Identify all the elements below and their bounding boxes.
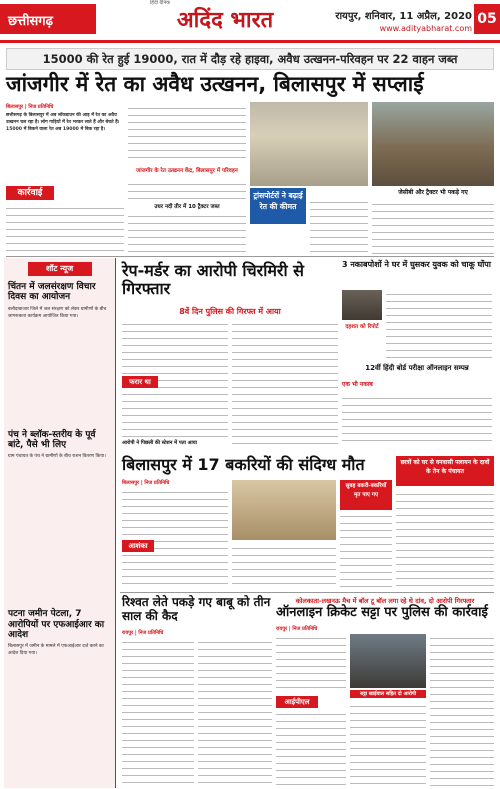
goats-label: आशंका xyxy=(122,540,154,552)
lead-body-col2 xyxy=(128,104,246,164)
lead-photo-trucks xyxy=(372,102,494,186)
masthead xyxy=(0,0,500,44)
shorts-item1-head: चिंतन में जलसंरक्षण विचार दिवस का आयोजन xyxy=(8,282,96,303)
lead-sub-kicker: जांजगीर के रेत उत्खनन केंद्र, बिलासपुर में परिवहन xyxy=(136,168,238,174)
lead-action-label: कार्रवाई xyxy=(6,186,54,200)
cricket-body4 xyxy=(430,634,494,786)
masked-body2 xyxy=(342,394,492,442)
lead-kicker xyxy=(6,48,494,70)
shorts-item2-body: ग्राम पंचायत के पंच ने ग्रामीणों के बीच राशन वितरण किया। xyxy=(8,454,106,460)
section-tag: छत्तीसगढ़ xyxy=(0,4,96,34)
page-number: 05 xyxy=(474,4,500,34)
masked-body xyxy=(386,290,492,362)
brand-tagline: हिंदी दैनिक xyxy=(150,0,171,6)
shorts-item1-body: बलौदाबाजार जिले में जल संरक्षण को लेकर ग्रामीणों के बीच जागरूकता कार्यक्रम आयोजित किया गया। xyxy=(8,306,107,319)
goats-photo xyxy=(232,480,336,540)
lead-headline: जांजगीर में रेत का अवैध उत्खनन, बिलासपुर में सप्लाई xyxy=(6,72,424,96)
bribe-body2 xyxy=(198,638,272,786)
cricket-body2 xyxy=(276,710,346,786)
gaurela-sidebox: छात्रों को घर से वनवासी पलायन के दावों के तेन के पंचायत xyxy=(396,456,494,486)
lead-body-col3 xyxy=(310,198,368,254)
lead-byline: बिलासपुर | निज प्रतिनिधि xyxy=(6,104,54,110)
lead-body: छत्तीसगढ़ के बिलासपुर में अब लॉकडाउन की आड़ में रेत का अवैध उत्खनन चल रहा है। लोग गाड़ियों में रेत भरकर लाते हैं और बेचते हैं। 15000 में बिकने वाला रेत अब 19000 में बिक रहा है। xyxy=(6,113,120,132)
masthead-rule xyxy=(0,40,500,43)
goats-body3 xyxy=(340,512,392,588)
rape-label: फरार था xyxy=(122,376,158,388)
shorts-title: शॉट न्यूज xyxy=(28,262,92,276)
lead-photo-caption: जेसीबी और ट्रैक्टर भी पकड़े गए xyxy=(398,189,468,196)
mid-rule xyxy=(120,592,494,593)
shorts-item3-body: बिलासपुर में जमीन के मामले में एफआईआर दर्ज करने का आदेश दिया गया। xyxy=(8,644,104,657)
website-link[interactable]: www.adityabharat.com xyxy=(379,24,472,33)
lead-body-col2b xyxy=(128,180,246,200)
lead-highlight: ट्रांसपोर्टरों ने बढ़ाई रेत की कीमत xyxy=(250,188,306,224)
gaurela-sidebody xyxy=(396,490,494,588)
goats-byline: बिलासपुर | निज प्रतिनिधि xyxy=(122,480,170,486)
bribe-headline: रिश्वत लेते पकड़े गए बाबू को तीन साल की कैद xyxy=(122,595,271,623)
cricket-kicker: कोलकाता-लखनऊ मैच में बॉल टू बॉल लगा रहे थे दांव, दो आरोपी गिरफ्तार xyxy=(295,597,475,605)
lead-photo-sand xyxy=(250,102,368,186)
lead-body-col2c xyxy=(128,212,246,254)
shorts-item3-head: पटना जमीन पेटला, 7 आरोपियों पर एफआईआर का आदेश xyxy=(8,609,105,641)
lead-kicker-text: 15000 की रेत हुई 19000, रात में दौड़ रहे हाइवा, अवैध उत्खनन-परिवहन पर 22 वाहन जब्त xyxy=(42,52,458,66)
goats-body2 xyxy=(232,544,336,588)
rape-sub-head: आरोपी ने पिछली की स्टेशन में पता आया xyxy=(122,440,197,446)
masked-label2: एक भी नकाब xyxy=(342,381,373,388)
lead-body-col4 xyxy=(372,200,494,254)
cricket-label: आईपीएल xyxy=(276,696,318,708)
cricket-photo-caption: सट्टा खाईवाल सहित दो आरोपी xyxy=(350,690,426,698)
masked-sub: 12वीं हिंदी बोर्ड परीक्षा ऑनलाइन सम्पन्न xyxy=(365,364,469,372)
brand-logo: अदिंद भारत xyxy=(176,7,274,33)
masked-photo xyxy=(342,290,382,320)
lead-bottom-rule xyxy=(6,256,494,257)
bribe-byline: रायपुर | निज प्रतिनिधि xyxy=(122,630,164,636)
cricket-headline: ऑनलाइन क्रिकेट सट्टा पर पुलिस की कार्रवाई xyxy=(276,605,488,620)
rape-headline: रेप-मर्डर का आरोपी चिरमिरी से गिरफ्तार xyxy=(122,261,304,299)
lead-body-col1 xyxy=(6,204,124,254)
cricket-photo xyxy=(350,634,426,688)
goats-headline: बिलासपुर में 17 बकरियों की संदिग्ध मौत xyxy=(122,455,365,474)
shorts-panel xyxy=(4,258,116,788)
cricket-body3 xyxy=(350,702,426,786)
masked-kicker: 3 नकाबपोशों ने घर में घुसकर युवक को चाकू घोंपा xyxy=(342,260,491,269)
rape-body2 xyxy=(232,320,338,446)
lead-sub-head2: उधर नदी तीर में 10 ट्रैक्टर जब्त xyxy=(154,204,220,210)
dateline: रायपुर, शनिवार, 11 अप्रैल, 2020 xyxy=(335,11,472,22)
masked-label1: दहशत को रिपोर्ट xyxy=(345,324,379,330)
cricket-body xyxy=(276,634,346,694)
goats-kicker: सुबह बकरी-बकरियों मृत पाए गए xyxy=(340,480,392,510)
cricket-byline: रायपुर | निज प्रतिनिधि xyxy=(276,626,318,632)
goats-body xyxy=(122,488,228,588)
rape-sub: 8वें दिन पुलिस की गिरफ्त में आया xyxy=(179,307,281,316)
shorts-item2-head: पंच ने ब्लॉक-स्तरीय के पूर्व बांटे, पैसे भी लिए xyxy=(8,429,96,451)
bribe-body xyxy=(122,638,194,786)
